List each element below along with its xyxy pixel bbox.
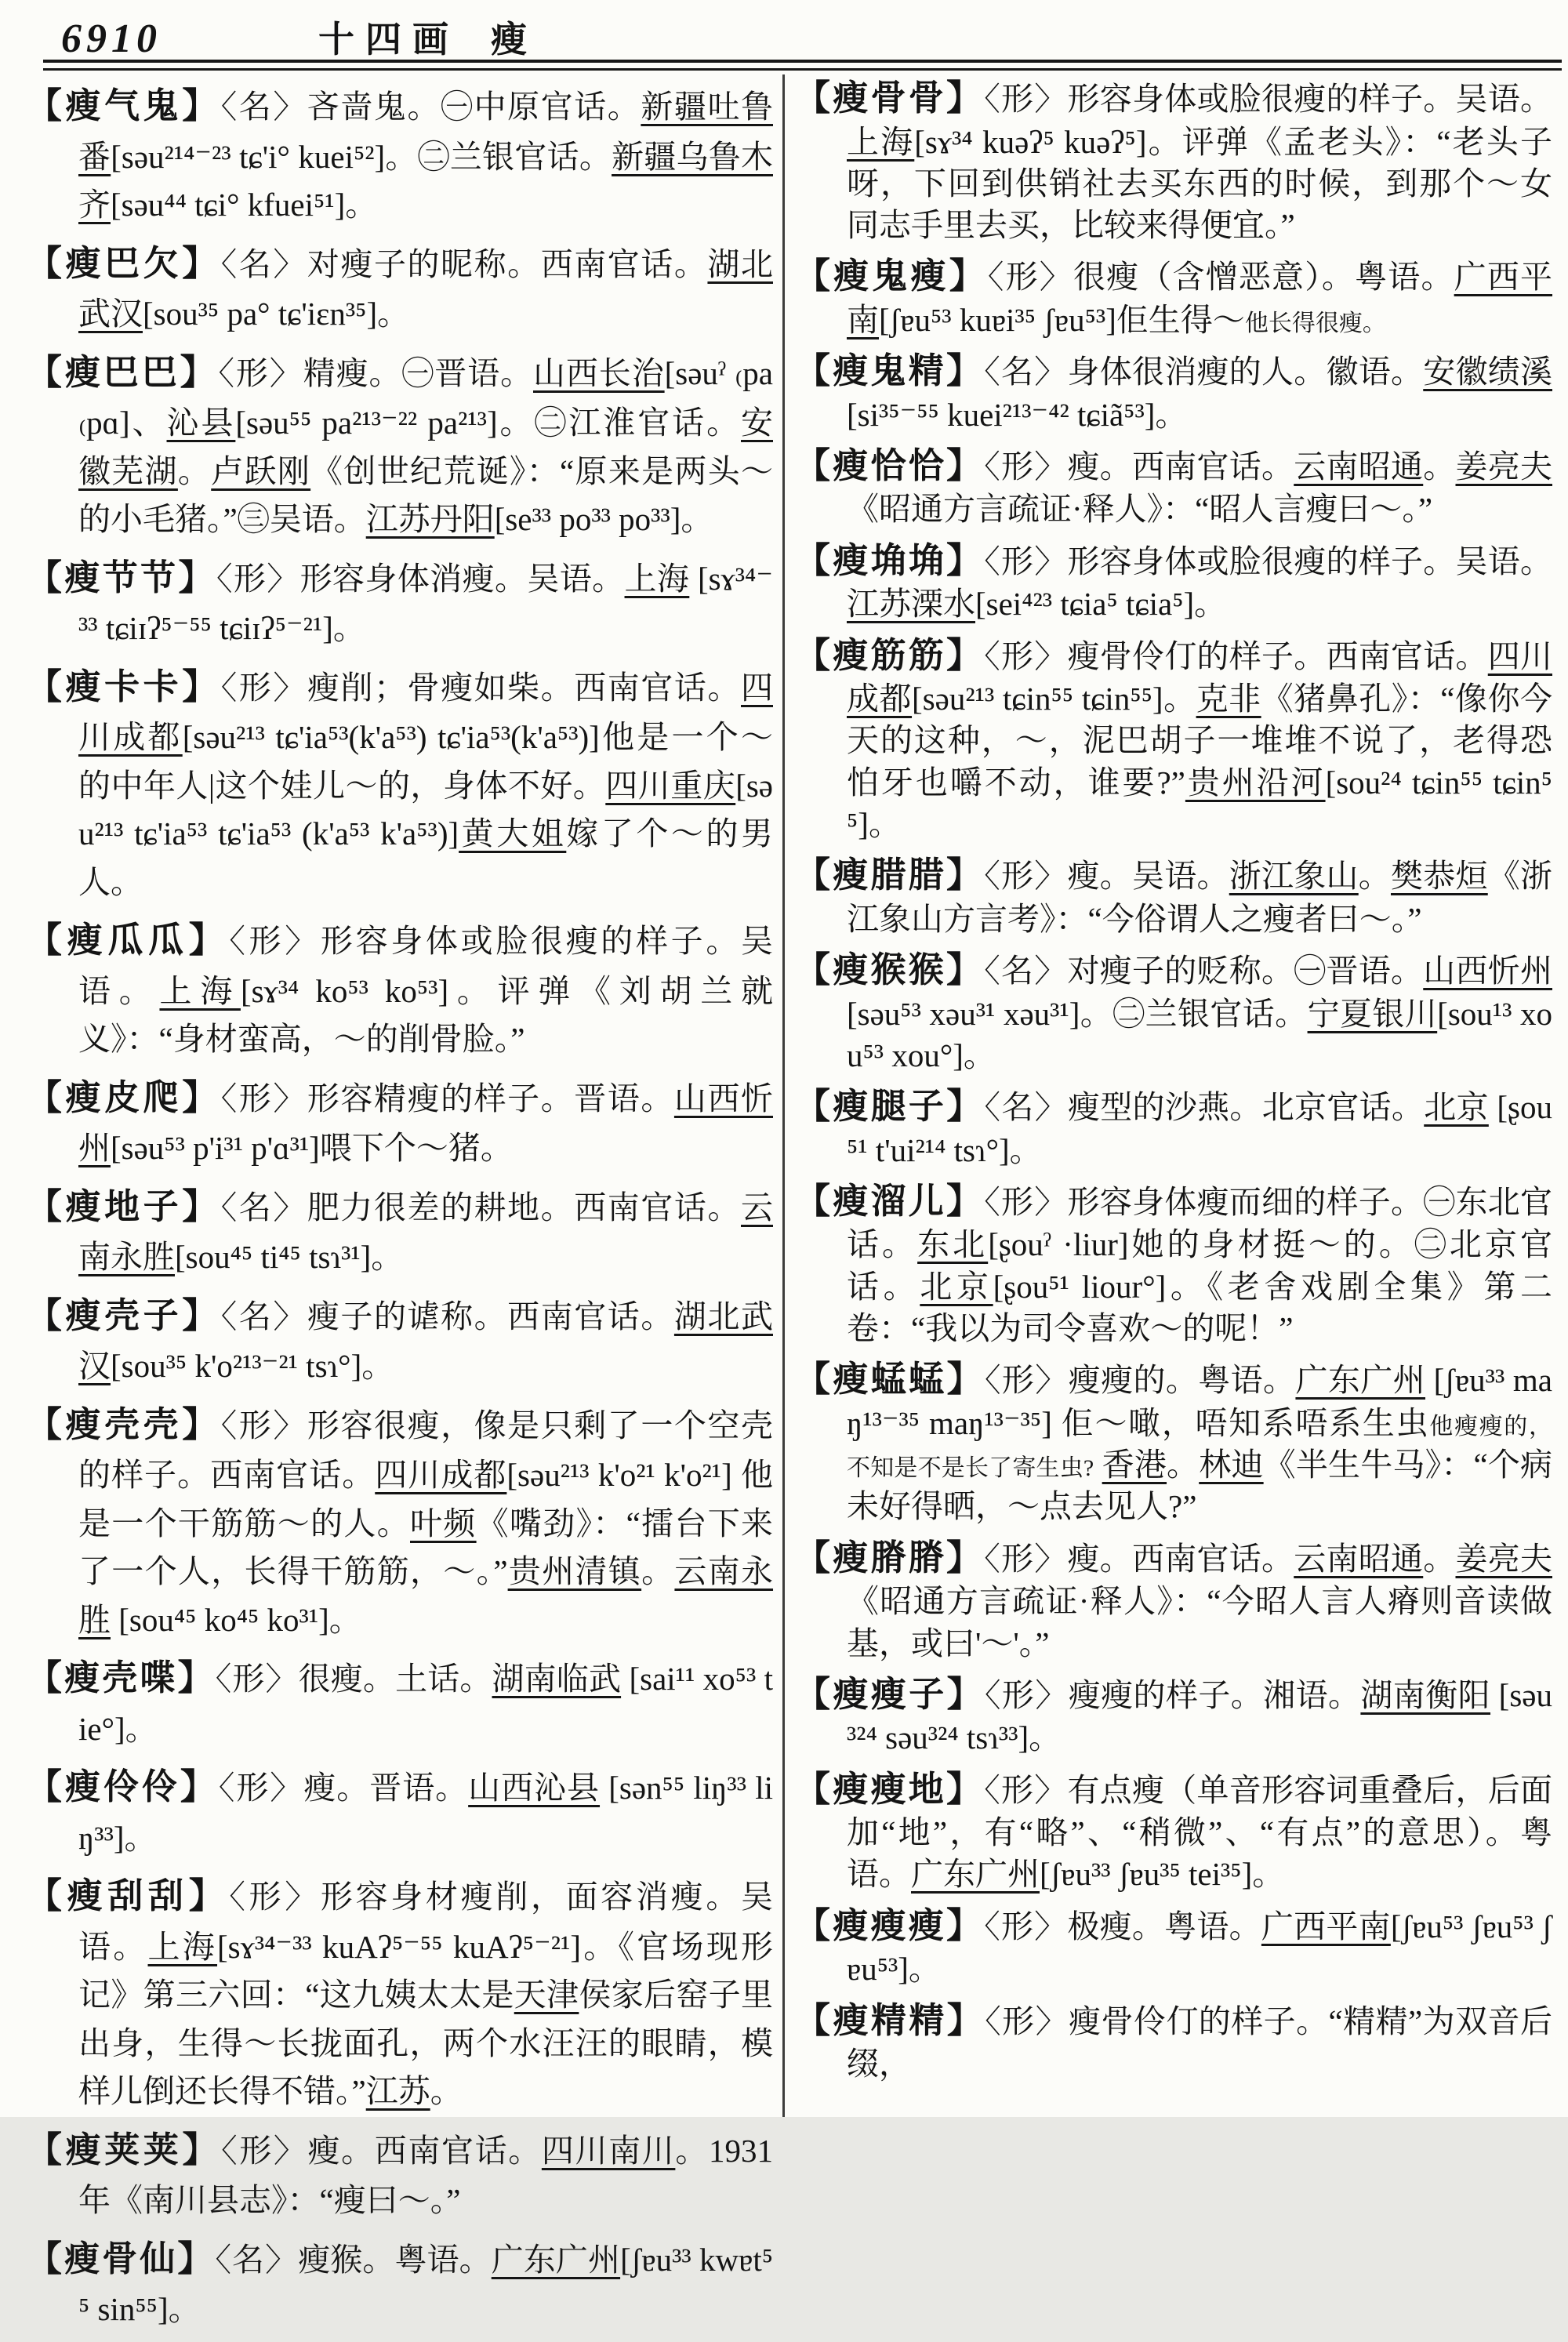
entry-headword: 【瘦壳子】: [27, 1295, 221, 1335]
entry-headword: 【瘦气鬼】: [27, 86, 221, 125]
entry-headword: 【瘦精精】: [795, 2000, 985, 2040]
dictionary-entry: [795, 947, 1552, 1077]
proper-noun: 山西忻州: [78, 1080, 773, 1166]
entry-headword: 【瘦伶伶】: [27, 1767, 219, 1806]
entry-headword: 【瘦筋筋】: [795, 635, 985, 675]
entry-headword: 【瘦恰恰】: [795, 445, 985, 485]
entry-text: 。: [430, 2073, 463, 2109]
proper-noun: 叶频: [410, 1505, 477, 1541]
proper-noun: 广东广州: [1295, 1362, 1426, 1399]
proper-noun: 山西忻州: [1423, 953, 1552, 989]
entry-text: [sɤ³⁴⁻³³ tɕiɪʔ⁵⁻⁵⁵ tɕiɪʔ⁵⁻²¹]。: [78, 560, 773, 646]
entry-pos: 〈名〉: [220, 1298, 307, 1334]
proper-noun: 安徽芜湖: [78, 405, 773, 489]
entry-text: [səu²¹³ tɕ'ia⁵³ tɕ'ia⁵³ (k'a⁵³ k'a⁵³)]: [78, 767, 773, 851]
entry-headword: 【瘦地子】: [27, 1186, 221, 1226]
entry-text: 瘦猴。粤语。: [298, 2241, 492, 2278]
entry-text: [səu⁵³ xəu³¹ xəu³¹]。㊁兰银官话。: [847, 995, 1308, 1032]
proper-noun: 四川重庆: [605, 767, 736, 804]
dictionary-entry: [27, 1761, 773, 1862]
left-column: [27, 80, 773, 2342]
dictionary-entry: [795, 1672, 1552, 1759]
entry-text: 形容身体消瘦。吴语。: [299, 560, 625, 597]
entry-text: 瘦骨伶仃的样子。西南官话。: [1067, 637, 1488, 674]
entry-text: [səu²¹³ tɕ'ia⁵³(k'a⁵³) tɕ'ia⁵³(k'a⁵³)]他是一个～的中年人|这个娃儿～的，身体不好。: [78, 719, 774, 804]
proper-noun: 山西沁县: [468, 1770, 601, 1806]
entry-pos: 〈形〉: [220, 669, 307, 706]
proper-noun: 江苏溧水: [847, 586, 975, 623]
dictionary-entry: [795, 1766, 1552, 1896]
entry-text: 。: [1423, 448, 1456, 485]
proper-noun: 广东广州: [911, 1856, 1040, 1893]
proper-noun: 新疆乌鲁木齐: [78, 138, 773, 223]
entry-text: 。: [1423, 1540, 1456, 1577]
proper-noun: 四川成都: [375, 1457, 507, 1493]
dictionary-entry: [795, 633, 1552, 846]
proper-noun: 江苏: [365, 2073, 430, 2109]
proper-noun: 广西平南: [1261, 1908, 1391, 1944]
entry-pos: 〈形〉: [221, 2132, 308, 2169]
entry-text: [ʂou⁵¹ t'ui²¹⁴ tsɿ°]。: [847, 1089, 1553, 1168]
entry-headword: 【瘦腊腊】: [795, 855, 985, 895]
entry-headword: 【瘦猴猴】: [795, 950, 985, 990]
dictionary-entry: [795, 1084, 1552, 1171]
proper-noun: 云南昭通: [1294, 1540, 1424, 1577]
section-title: 十四画: [318, 20, 459, 60]
entry-text: 瘦。西南官话。: [1067, 448, 1294, 485]
entry-text: 身体很消瘦的人。徽语。: [1067, 354, 1424, 390]
proper-noun: 北京: [1424, 1089, 1489, 1126]
entry-text: [ʃɐu³³ ʃɐu³⁵ tei³⁵]。: [1040, 1856, 1285, 1893]
proper-noun: 云南昭通: [1294, 448, 1424, 485]
entry-pos: 〈形〉: [984, 1362, 1069, 1399]
proper-noun: 卢跃刚: [211, 452, 311, 489]
proper-noun: 黄大姐: [459, 815, 567, 851]
header-rule: [43, 60, 1562, 71]
entry-text: [1094, 1447, 1102, 1483]
proper-noun: 湖南衡阳: [1360, 1676, 1491, 1713]
entry-text: [ʂouˀ ·liur]她的身材挺～的。㊁北京官话。: [847, 1226, 1553, 1305]
entry-text: [sou³⁵ k'o²¹³⁻²¹ tsɿ°]。: [111, 1348, 394, 1384]
entry-headword: 【瘦荚荚】: [27, 2130, 222, 2170]
entry-text: 侯家后窑子里出身，生得～长拢面孔，两个水汪汪的眼睛，模样儿倒还长得不错。”: [78, 1977, 774, 2109]
entry-text: [sɤ³⁴⁻³³ kuAʔ⁵⁻⁵⁵ kuAʔ⁵⁻²¹]。《官场现形记》第三六回：“这九姨太太是: [78, 1928, 773, 2013]
dictionary-entry: [795, 75, 1552, 246]
entry-text: 吝啬鬼。㊀中原官话。: [307, 89, 641, 125]
entry-pos: 〈形〉: [984, 1771, 1068, 1808]
entry-pos: 〈形〉: [215, 1661, 299, 1697]
proper-noun: 北京: [920, 1268, 993, 1305]
entry-text: 。: [641, 1553, 675, 1589]
entry-pos: 〈名〉: [984, 354, 1068, 390]
page-number: 6910: [61, 16, 162, 61]
entry-text: 对瘦子的昵称。西南官话。: [307, 245, 708, 282]
entry-text: [ʃɐu³³ kwɐt⁵⁵ sin⁵⁵]。: [78, 2241, 774, 2327]
entry-pos: 〈形〉: [220, 1080, 307, 1117]
dictionary-entry: [27, 552, 773, 653]
proper-noun: 姜亮夫: [1455, 448, 1552, 485]
entry-pos: 〈名〉: [984, 1089, 1068, 1126]
entry-text: [səu⁵⁵ pa²¹³⁻²² pa²¹³]。㊁江淮官话。: [235, 405, 741, 441]
entry-text: [sou²⁴ tɕin⁵⁵ tɕin⁵⁵]。: [847, 764, 1552, 842]
entry-text: 瘦。西南官话。: [1067, 1540, 1294, 1577]
page-header: [61, 11, 1552, 63]
proper-noun: 宁夏银川: [1307, 995, 1438, 1032]
proper-noun: 上海: [624, 560, 690, 597]
entry-pos: 〈形〉: [985, 1676, 1069, 1713]
entry-text: [ʃɐu³³ maŋ¹³⁻³⁵ maŋ¹³⁻³⁵] 佢～噉，唔知系唔系生虫: [847, 1362, 1552, 1441]
entry-headword: 【瘦骨骨】: [795, 78, 985, 118]
proper-noun: 东北: [917, 1226, 989, 1263]
dictionary-entry: [795, 538, 1552, 626]
entry-text: [səu²¹³ tɕin⁵⁵ tɕin⁵⁵]。: [912, 681, 1196, 717]
right-column: [795, 75, 1552, 2092]
entry-headword: 【瘦骨仙】: [27, 2239, 216, 2278]
entry-text: 形容身体或脸很瘦的样子。吴语。: [78, 923, 773, 1009]
entry-text: 瘦子的谑称。西南官话。: [307, 1298, 674, 1334]
entry-pos: 〈形〉: [216, 560, 300, 597]
entry-pos: 〈形〉: [984, 81, 1068, 117]
entry-text: [ʃɐu⁵³ ʃɐu⁵³ ʃɐu⁵³]。: [847, 1908, 1553, 1988]
entry-headword: 【瘦卡卡】: [27, 666, 221, 706]
proper-noun: 香港: [1102, 1447, 1167, 1483]
entry-text: [sei⁴²³ tɕia⁵ tɕia⁵]。: [975, 586, 1227, 623]
entry-text: [se³³ po³³ po³³]。: [494, 501, 713, 537]
entry-headword: 【瘦瘦子】: [795, 1674, 985, 1714]
entry-text: [ʃɐu⁵³ kuɐi³⁵ ʃɐu⁵³]佢生得～: [879, 301, 1245, 338]
entry-text: [səuˀ ₍pa ₍pɑ]、: [78, 354, 774, 441]
entry-text: 。1931年《南川县志》：“瘦曰～。”: [78, 2132, 773, 2218]
entry-pos: 〈名〉: [215, 2241, 299, 2278]
entry-text: 《创世纪荒诞》：“原来是两头～的小毛猪。”㊂吴语。: [78, 452, 774, 537]
proper-noun: 沁县: [166, 405, 236, 441]
proper-noun: 林迪: [1199, 1447, 1264, 1483]
entry-headword: 【瘦刮刮】: [27, 1876, 230, 1915]
entry-text: [sɤ³⁴ kuəʔ⁵ kuəʔ⁵]。评弹《孟老头》：“老头子呀，下回到供销社去买东西的时候，到那个～女同志手里去买，比较来得便宜。”: [847, 123, 1552, 244]
entry-text: [sou¹³ xou⁵³ xou°]。: [847, 995, 1553, 1073]
entry-pos: 〈名〉: [984, 953, 1068, 989]
entry-text: 瘦。晋语。: [303, 1770, 469, 1806]
proper-noun: 克非: [1196, 681, 1261, 717]
entry-text: [səu⁴⁴ tɕi° kfuei⁵¹]。: [111, 187, 378, 223]
dictionary-entry: [27, 2124, 773, 2225]
entry-text: [sou³⁵ pa° tɕ'iɛn³⁵]。: [143, 296, 410, 332]
entry-text: 形容身体或脸很瘦的样子。吴语。: [1067, 543, 1552, 579]
proper-noun: 新疆吐鲁番: [78, 89, 773, 175]
entry-text: 有点瘦（单音形容词重叠后，后面加“地”，有“略”、“稍微”、“有点”的意思）。粤语。: [847, 1771, 1552, 1893]
proper-noun: 江苏丹阳: [365, 501, 495, 537]
proper-noun: 贵州清镇: [507, 1553, 642, 1589]
dictionary-entry: [795, 1903, 1552, 1991]
entry-text: 瘦骨伶仃的样子。“精精”为双音后缀，: [847, 2003, 1552, 2082]
entry-text: 《浙江象山方言考》：“今俗谓人之瘦者曰～。”: [847, 858, 1552, 937]
proper-noun: 上海: [159, 972, 241, 1009]
section-character: 瘦: [491, 20, 527, 60]
entry-text: 。: [1167, 1447, 1200, 1483]
proper-noun: 四川成都: [78, 669, 773, 755]
proper-noun: 樊恭烜: [1391, 858, 1488, 895]
entry-text: 《猪鼻孔》：“像你今天的这种，～，泥巴胡子一堆堆不说了，老得恐怕牙也嚼不动，谁要?”: [847, 681, 1553, 801]
entry-headword: 【瘦埆埆】: [795, 540, 985, 580]
dictionary-entry: [795, 348, 1552, 436]
entry-text: 极瘦。粤语。: [1067, 1908, 1261, 1944]
entry-pos: 〈形〉: [229, 923, 321, 959]
entry-headword: 【瘦瓜瓜】: [27, 920, 230, 960]
entry-pos: 〈名〉: [220, 1189, 307, 1225]
entry-text: [sou⁴⁵ ko⁴⁵ ko³¹]。: [111, 1601, 361, 1638]
entry-headword: 【瘦巴巴】: [27, 352, 219, 392]
entry-text: 很瘦。土话。: [298, 1661, 492, 1697]
entry-pos: 〈形〉: [984, 448, 1068, 485]
entry-text: 。: [1358, 858, 1391, 895]
entry-pos: 〈形〉: [987, 259, 1073, 296]
small-gloss: 他长得很瘦。: [1244, 310, 1386, 336]
proper-noun: 湖北武汉: [78, 1298, 773, 1384]
entry-text: 嫁了个～的男人。: [78, 815, 774, 900]
proper-noun: 云南永胜: [78, 1189, 773, 1275]
entry-headword: 【瘦蜢蜢】: [795, 1360, 985, 1400]
entry-text: [sən⁵⁵ liŋ³³ liŋ³³]。: [78, 1770, 774, 1856]
entry-text: 瘦。吴语。: [1067, 858, 1229, 895]
dictionary-entry: [27, 238, 773, 339]
entry-headword: 【瘦瘦地】: [795, 1769, 985, 1809]
entry-text: 《半生牛马》：“个病未好得晒，～点去见人?”: [847, 1447, 1553, 1525]
entry-pos: 〈形〉: [984, 637, 1068, 674]
dictionary-entry: [27, 80, 773, 230]
dictionary-entry: [27, 1181, 773, 1282]
entry-text: [si³⁵⁻⁵⁵ kuei²¹³⁻⁴² tɕiã⁵³]。: [847, 396, 1188, 433]
entry-pos: 〈形〉: [218, 1770, 304, 1806]
dictionary-entry: [27, 1870, 773, 2116]
proper-noun: 广西平南: [847, 259, 1553, 338]
proper-noun: 云南永胜: [78, 1553, 774, 1638]
entry-text: 肥力很差的耕地。西南官话。: [307, 1189, 741, 1225]
proper-noun: 山西长治: [533, 354, 665, 391]
entry-text: 瘦型的沙燕。北京官话。: [1067, 1089, 1425, 1126]
entry-pos: 〈形〉: [984, 543, 1068, 579]
entry-text: 《昭通方言疏证·释人》：“今昭人言人瘠则音读做基，或曰'～'。”: [847, 1583, 1552, 1661]
entry-pos: 〈形〉: [984, 1183, 1068, 1220]
proper-noun: 四川南川: [541, 2132, 676, 2169]
proper-noun: 贵州沿河: [1185, 764, 1326, 801]
dictionary-entry: [27, 2233, 773, 2334]
entry-headword: 【瘦腿子】: [795, 1087, 985, 1127]
dictionary-entry: [795, 1178, 1552, 1349]
entry-text: [səu²¹³ k'o²¹ k'o²¹] 他是一个干筋筋～的人。: [78, 1457, 774, 1541]
entry-text: [sɤ³⁴ ko⁵³ ko⁵³]。评弹《刘胡兰就义》：“身材蛮高，～的削骨脸。”: [78, 972, 773, 1057]
proper-noun: 浙江象山: [1229, 858, 1359, 895]
entry-headword: 【瘦瘦瘦】: [795, 1905, 985, 1945]
entry-pos: 〈形〉: [985, 2003, 1069, 2039]
entry-text: 对瘦子的贬称。㊀晋语。: [1067, 953, 1424, 989]
entry-text: [səu²¹⁴⁻²³ tɕ'i° kuei⁵²]。㊁兰银官话。: [111, 138, 612, 175]
entry-text: 形容很瘦，像是只剩了一个空壳的样子。西南官话。: [78, 1407, 773, 1493]
entry-text: [sai¹¹ xo⁵³ tie°]。: [78, 1661, 774, 1747]
entry-text: 形容身体或脸很瘦的样子。吴语。: [1067, 81, 1552, 117]
entry-pos: 〈形〉: [218, 354, 303, 391]
dictionary-entry: [27, 661, 773, 907]
dictionary-entry: [795, 852, 1552, 940]
dictionary-entry: [27, 1290, 773, 1391]
proper-noun: 上海: [847, 123, 915, 160]
entry-text: 形容精瘦的样子。晋语。: [307, 1080, 674, 1117]
proper-noun: 湖北武汉: [78, 245, 773, 332]
entry-text: [səu⁵³ p'i³¹ p'ɑ³¹]喂下个～猪。: [111, 1130, 513, 1166]
entry-headword: 【瘦膌膌】: [795, 1538, 985, 1578]
proper-noun: 天津: [514, 1977, 579, 2013]
entry-headword: 【瘦鬼精】: [795, 351, 985, 391]
entry-text: 瘦瘦的。粤语。: [1068, 1362, 1296, 1399]
entry-text: 瘦。西南官话。: [307, 2132, 542, 2169]
proper-noun: 安徽绩溪: [1423, 354, 1552, 390]
proper-noun: 湖南临武: [492, 1661, 622, 1697]
dictionary-entry: [795, 1535, 1552, 1665]
proper-noun: 上海: [147, 1928, 218, 1965]
entry-headword: 【瘦壳喋】: [27, 1658, 216, 1697]
proper-noun: 四川成都: [847, 637, 1552, 717]
dictionary-entry: [795, 1998, 1552, 2086]
proper-noun: 广东广州: [491, 2241, 621, 2278]
entry-text: 形容身体瘦而细的样子。㊀东北官话。: [847, 1183, 1552, 1263]
entry-text: [ʂou⁵¹ liour°]。《老舍戏剧全集》第二卷：“我以为司令喜欢～的呢！”: [847, 1268, 1553, 1347]
small-gloss: 他瘦瘦的，不知是不是长了寄生虫?: [847, 1413, 1552, 1482]
dictionary-entry: [795, 443, 1552, 531]
dictionary-entry: [795, 1356, 1552, 1527]
entry-pos: 〈形〉: [229, 1879, 321, 1915]
entry-text: 瘦瘦的样子。湘语。: [1068, 1676, 1361, 1713]
entry-pos: 〈名〉: [220, 245, 307, 282]
entry-text: 《嘴劲》：“擂台下来了一个人，长得干筋筋，～。”: [78, 1505, 774, 1589]
entry-headword: 【瘦巴欠】: [27, 243, 221, 283]
entry-text: 形容身材瘦削，面容消瘦。吴语。: [78, 1879, 773, 1965]
entry-headword: 【瘦节节】: [27, 557, 216, 597]
dictionary-entry: [27, 347, 773, 544]
entry-pos: 〈形〉: [984, 858, 1068, 895]
entry-pos: 〈形〉: [220, 1407, 307, 1443]
entry-headword: 【瘦壳壳】: [27, 1404, 221, 1444]
entry-text: 精瘦。㊀晋语。: [303, 354, 533, 391]
entry-pos: 〈名〉: [220, 89, 307, 125]
proper-noun: 姜亮夫: [1455, 1540, 1552, 1577]
entry-text: [səu³²⁴ səu³²⁴ tsɿ³³]。: [847, 1676, 1552, 1756]
entry-headword: 【瘦皮爬】: [27, 1077, 221, 1117]
dictionary-entry: [27, 1072, 773, 1173]
column-divider: [782, 74, 785, 2117]
dictionary-entry: [795, 253, 1552, 341]
entry-text: 瘦削；骨瘦如柴。西南官话。: [307, 669, 741, 706]
entry-pos: 〈形〉: [984, 1908, 1068, 1944]
entry-headword: 【瘦溜儿】: [795, 1181, 985, 1221]
dictionary-entry: [27, 914, 773, 1064]
entry-text: 很瘦（含憎恶意）。粤语。: [1073, 259, 1454, 296]
dictionary-entry: [27, 1399, 773, 1645]
entry-headword: 【瘦鬼瘦】: [795, 256, 988, 296]
entry-text: 《昭通方言疏证·释人》：“昭人言瘦曰～。”: [847, 491, 1433, 528]
entry-text: [sou⁴⁵ ti⁴⁵ tsɿ³¹]。: [175, 1239, 404, 1275]
dictionary-entry: [27, 1652, 773, 1753]
entry-text: 。: [177, 452, 212, 489]
entry-pos: 〈形〉: [984, 1540, 1068, 1577]
